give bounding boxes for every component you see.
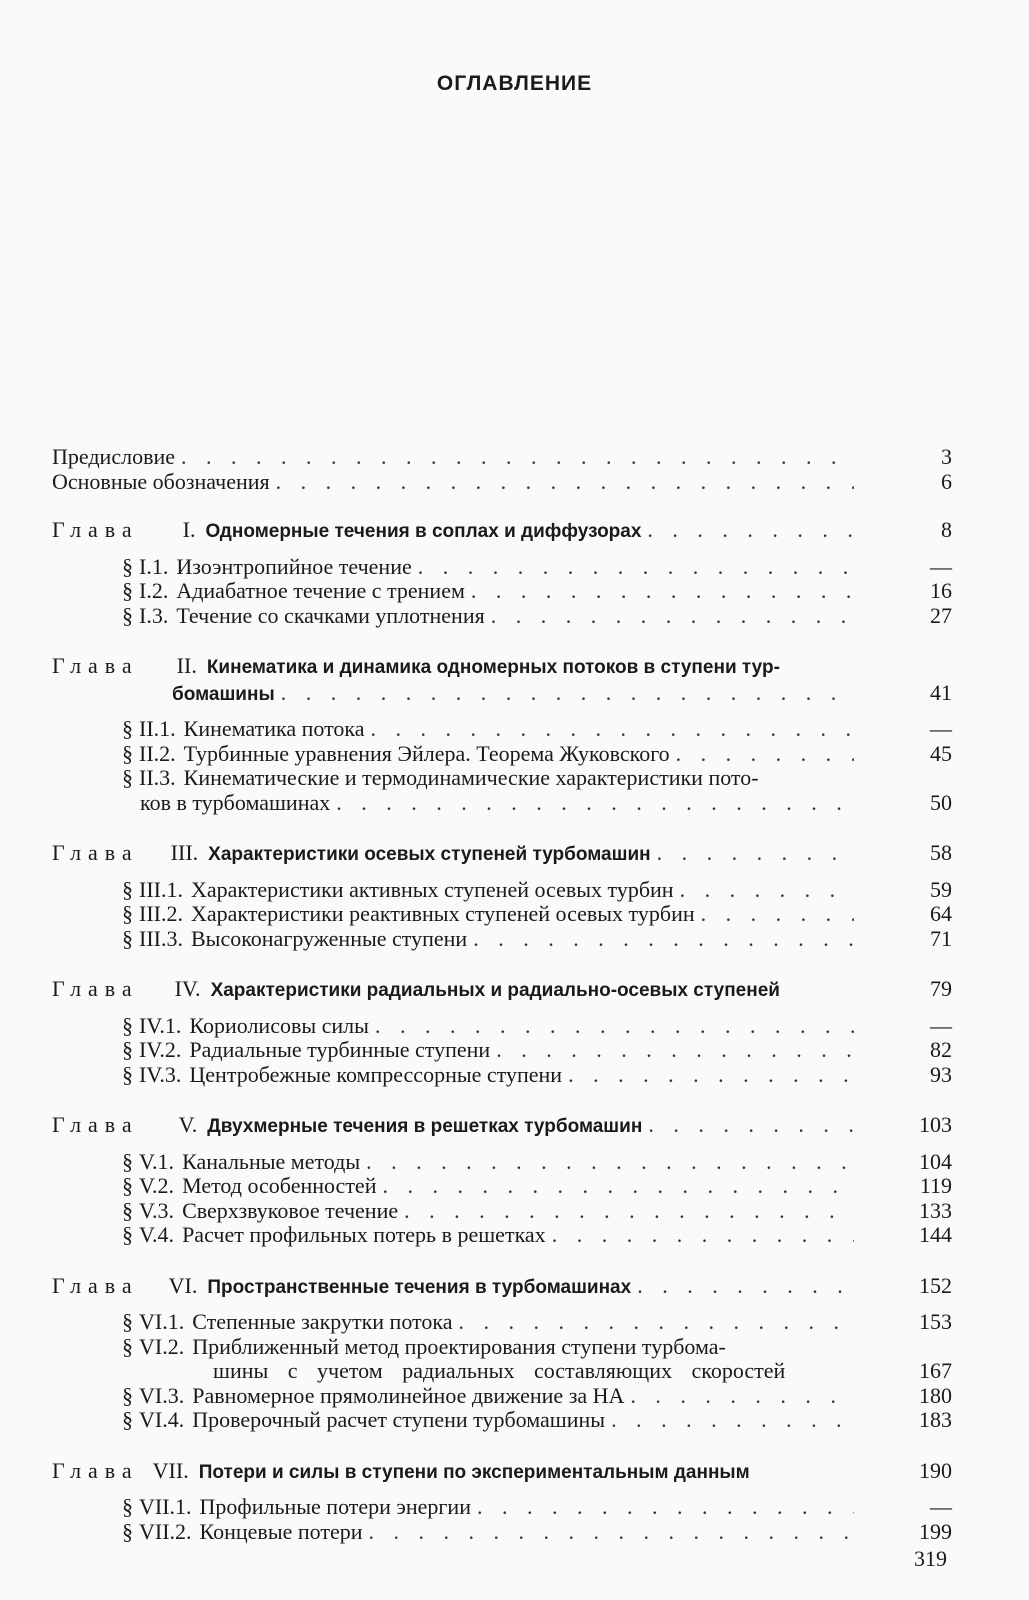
section-number: V.1. xyxy=(139,1148,175,1174)
page-number: 199 xyxy=(919,1518,952,1544)
page-title: ОГЛАВЛЕНИЕ xyxy=(436,72,593,95)
leader-dots xyxy=(471,579,854,604)
section-number: IV.1. xyxy=(139,1012,182,1038)
chapter-prefix: Глава xyxy=(52,1457,139,1483)
section-title: Адиабатное течение с трением xyxy=(176,578,465,603)
section-list xyxy=(52,878,952,952)
toc-chapter-2-cont[interactable] xyxy=(52,681,952,708)
page-number: 103 xyxy=(919,1112,952,1137)
chapter-prefix: Глава xyxy=(52,1272,139,1298)
page-number: 82 xyxy=(930,1037,952,1062)
section-symbol: § xyxy=(122,1309,133,1334)
leader-dots xyxy=(611,1408,854,1433)
leader-dots xyxy=(458,1310,854,1335)
toc-chapter-5[interactable] xyxy=(52,1113,952,1140)
section-symbol: § xyxy=(122,925,133,951)
toc-section[interactable] xyxy=(52,1038,952,1063)
page-number: 41 xyxy=(930,679,952,705)
section-symbol: § xyxy=(122,1518,133,1544)
section-title: Профильные потери энергии xyxy=(199,1494,471,1519)
section-number: VI.2. xyxy=(139,1333,185,1359)
chapter-title: Характеристики радиальных и радиально-осевых ступеней xyxy=(210,980,780,1001)
section-symbol: § xyxy=(122,765,133,790)
toc-chapter-3[interactable] xyxy=(52,841,952,868)
section-symbol: § xyxy=(122,1197,133,1223)
toc-section[interactable] xyxy=(52,1384,952,1409)
section-symbol: § xyxy=(122,740,133,766)
section-symbol: § xyxy=(122,716,133,741)
leader-dots xyxy=(637,1274,854,1299)
section-symbol: § xyxy=(122,602,133,628)
chapter-prefix: Глава xyxy=(52,1112,139,1137)
section-list xyxy=(52,1150,952,1248)
page-number: 152 xyxy=(919,1272,952,1298)
section-title: Расчет профильных потерь в решетках xyxy=(182,1222,546,1247)
toc-entry-notation[interactable] xyxy=(52,470,952,495)
page-number: 167 xyxy=(919,1358,952,1383)
page-number: 93 xyxy=(930,1061,952,1087)
page-number: 8 xyxy=(941,517,952,542)
chapter-title-cont: бомашины xyxy=(172,683,275,705)
leader-dots xyxy=(568,1063,854,1088)
section-list xyxy=(52,555,952,629)
section-title: Кинематические и термодинамические характеристики пото- xyxy=(183,765,759,790)
section-number: II.1. xyxy=(139,716,176,741)
page-folio: 319 xyxy=(914,1546,947,1571)
toc-chapter-6[interactable] xyxy=(52,1274,952,1301)
toc-section[interactable] xyxy=(52,766,952,791)
leader-dots xyxy=(473,927,854,952)
leader-dots xyxy=(418,555,854,580)
leader-dots xyxy=(375,1014,854,1039)
toc-section-cont[interactable] xyxy=(52,1359,952,1384)
leader-dots xyxy=(552,1223,854,1248)
section-title: Изоэнтропийное течение xyxy=(176,553,412,579)
chapter-title: Одномерные течения в соплах и диффузорах xyxy=(205,521,642,542)
section-number: II.3. xyxy=(139,765,176,790)
leader-dots xyxy=(276,470,854,495)
section-number: VII.1. xyxy=(139,1494,192,1519)
leader-dots xyxy=(366,1150,854,1175)
leader-dots xyxy=(491,604,854,629)
page-number: 27 xyxy=(930,602,952,628)
page-number: 104 xyxy=(919,1148,952,1174)
section-title: Сверхзвуковое течение xyxy=(182,1197,399,1223)
section-number: VII.2. xyxy=(139,1518,192,1544)
chapter-prefix: Глава xyxy=(52,653,139,678)
toc-section[interactable] xyxy=(52,878,952,903)
leader-dots xyxy=(371,717,854,742)
page-number: 6 xyxy=(941,468,952,494)
section-symbol: § xyxy=(122,1061,133,1087)
table-of-contents xyxy=(52,445,952,1544)
section-number: III.1. xyxy=(139,876,183,902)
toc-section[interactable] xyxy=(52,579,952,604)
section-title: Концевые потери xyxy=(199,1518,363,1544)
section-title: Характеристики активных ступеней осевых турбин xyxy=(190,876,674,902)
toc-section[interactable] xyxy=(52,1150,952,1175)
entry-title: Основные обозначения xyxy=(52,468,270,494)
leader-dots xyxy=(496,1038,854,1063)
leader-dots xyxy=(382,1174,854,1199)
toc-section[interactable] xyxy=(52,1495,952,1520)
toc-section-cont[interactable] xyxy=(52,791,952,816)
toc-entry-preface[interactable] xyxy=(52,445,952,470)
page-number: 183 xyxy=(919,1407,952,1432)
chapter-number: III. xyxy=(170,840,199,865)
toc-section[interactable] xyxy=(52,902,952,927)
toc-section[interactable] xyxy=(52,717,952,742)
section-list xyxy=(52,717,952,815)
section-title: Радиальные турбинные ступени xyxy=(189,1037,491,1062)
chapter-number: II. xyxy=(176,653,197,678)
toc-section[interactable] xyxy=(52,1063,952,1088)
section-title: Метод особенностей xyxy=(182,1173,377,1198)
toc-section[interactable] xyxy=(52,1223,952,1248)
page-number: 64 xyxy=(930,901,952,926)
section-symbol: § xyxy=(122,1148,133,1174)
chapter-number: VI. xyxy=(168,1272,198,1298)
chapter-number: VII. xyxy=(152,1457,189,1483)
section-number: VI.4. xyxy=(139,1407,185,1432)
toc-section[interactable] xyxy=(52,1174,952,1199)
leader-dots xyxy=(181,445,854,470)
chapter-prefix: Глава xyxy=(52,840,139,865)
section-title: Характеристики реактивных ступеней осевых турбин xyxy=(190,901,695,926)
section-symbol: § xyxy=(122,1333,133,1359)
page-number: 79 xyxy=(930,976,952,1001)
section-number: III.2. xyxy=(139,901,183,926)
chapter-prefix: Глава xyxy=(52,976,139,1001)
toc-section[interactable] xyxy=(52,1310,952,1335)
chapter-title: Двухмерные течения в решетках турбомашин xyxy=(207,1116,643,1137)
leader-dots xyxy=(701,902,854,927)
section-symbol: § xyxy=(122,578,133,603)
leader-dots xyxy=(657,841,854,866)
section-symbol: § xyxy=(122,876,133,902)
leader-dots xyxy=(647,518,854,543)
page-number: 180 xyxy=(919,1382,952,1408)
section-title: Центробежные компрессорные ступени xyxy=(189,1061,563,1087)
toc-section[interactable] xyxy=(52,555,952,580)
chapter-number: V. xyxy=(178,1112,198,1137)
chapter-title: Характеристики осевых ступеней турбомашин xyxy=(208,844,651,865)
toc-section[interactable] xyxy=(52,1335,952,1360)
page-number: 153 xyxy=(919,1309,952,1334)
section-title: Равномерное прямолинейное движение за НА xyxy=(192,1382,625,1408)
page-number: 58 xyxy=(930,840,952,865)
toc-section[interactable] xyxy=(52,742,952,767)
page-number: — xyxy=(930,1012,952,1038)
page-number: 45 xyxy=(930,740,952,766)
leader-dots xyxy=(336,791,854,816)
leader-dots xyxy=(281,681,854,706)
section-number: I.1. xyxy=(139,553,169,579)
section-symbol: § xyxy=(122,1407,133,1432)
section-list xyxy=(52,1310,952,1433)
section-symbol: § xyxy=(122,1382,133,1408)
leader-dots xyxy=(477,1495,854,1520)
toc-chapter-2[interactable] xyxy=(52,654,952,681)
section-title: Проверочный расчет ступени турбомашины xyxy=(192,1407,606,1432)
section-number: I.2. xyxy=(139,578,169,603)
toc-section[interactable] xyxy=(52,1199,952,1224)
section-number: V.4. xyxy=(139,1222,175,1247)
page-number: 144 xyxy=(919,1222,952,1247)
section-symbol: § xyxy=(122,901,133,926)
chapter-title: Потери и силы в ступени по экспериментальным данным xyxy=(198,1461,750,1483)
section-number: VI.3. xyxy=(139,1382,185,1408)
section-title: Течение со скачками уплотнения xyxy=(176,602,485,628)
page-number: 59 xyxy=(930,876,952,902)
section-number: II.2. xyxy=(139,740,176,766)
page-number: — xyxy=(930,1494,952,1519)
section-title: Канальные методы xyxy=(182,1148,361,1174)
leader-dots xyxy=(648,1113,854,1138)
chapter-number: IV. xyxy=(174,976,201,1001)
toc-chapter-4[interactable] xyxy=(52,977,952,1004)
toc-chapter-7[interactable] xyxy=(52,1459,952,1486)
section-number: VI.1. xyxy=(139,1309,185,1334)
section-title-cont: ков в турбомашинах xyxy=(140,789,331,815)
section-title: Кинематика потока xyxy=(183,716,365,741)
page-number: 16 xyxy=(930,578,952,603)
section-number: III.3. xyxy=(139,925,183,951)
section-symbol: § xyxy=(122,1012,133,1038)
chapter-prefix: Глава xyxy=(52,517,139,542)
section-title: Турбинные уравнения Эйлера. Теорема Жуковского xyxy=(183,740,670,766)
toc-section[interactable] xyxy=(52,1520,952,1545)
leader-dots xyxy=(369,1520,854,1545)
section-symbol: § xyxy=(122,1494,133,1519)
section-title: Степенные закрутки потока xyxy=(192,1309,453,1334)
leader-dots xyxy=(680,878,854,903)
section-symbol: § xyxy=(122,553,133,579)
section-number: IV.3. xyxy=(139,1061,182,1087)
section-number: V.2. xyxy=(139,1173,175,1198)
page-number: 119 xyxy=(919,1173,952,1198)
section-number: I.3. xyxy=(139,602,169,628)
leader-dots xyxy=(676,742,854,767)
section-title: Кориолисовы силы xyxy=(189,1012,369,1038)
page-number: 133 xyxy=(919,1197,952,1223)
section-number: V.3. xyxy=(139,1197,175,1223)
page-number: 71 xyxy=(930,925,952,951)
leader-dots xyxy=(630,1384,854,1409)
section-symbol: § xyxy=(122,1037,133,1062)
chapter-title: Кинематика и динамика одномерных потоков в ступени тур- xyxy=(206,657,780,678)
section-title: Приближенный метод проектирования ступени турбома- xyxy=(192,1333,726,1359)
section-list xyxy=(52,1014,952,1088)
page-number: — xyxy=(930,553,952,579)
section-title-cont: шины с учетом радиальных составляющих скоростей xyxy=(213,1358,786,1383)
toc-section[interactable] xyxy=(52,927,952,952)
chapter-number: I. xyxy=(182,517,196,542)
toc-section[interactable] xyxy=(52,1408,952,1433)
toc-section[interactable] xyxy=(52,604,952,629)
section-symbol: § xyxy=(122,1173,133,1198)
leader-dots xyxy=(404,1199,854,1224)
toc-chapter-1[interactable] xyxy=(52,518,952,545)
toc-section[interactable] xyxy=(52,1014,952,1039)
page-number: 50 xyxy=(930,789,952,815)
chapter-title: Пространственные течения в турбомашинах xyxy=(207,1276,632,1298)
section-symbol: § xyxy=(122,1222,133,1247)
section-title: Высоконагруженные ступени xyxy=(190,925,468,951)
page-number: 190 xyxy=(919,1457,952,1483)
page-number: 3 xyxy=(941,444,952,469)
section-list xyxy=(52,1495,952,1544)
page-number: — xyxy=(930,716,952,741)
entry-title: Предисловие xyxy=(52,444,175,469)
section-number: IV.2. xyxy=(139,1037,182,1062)
